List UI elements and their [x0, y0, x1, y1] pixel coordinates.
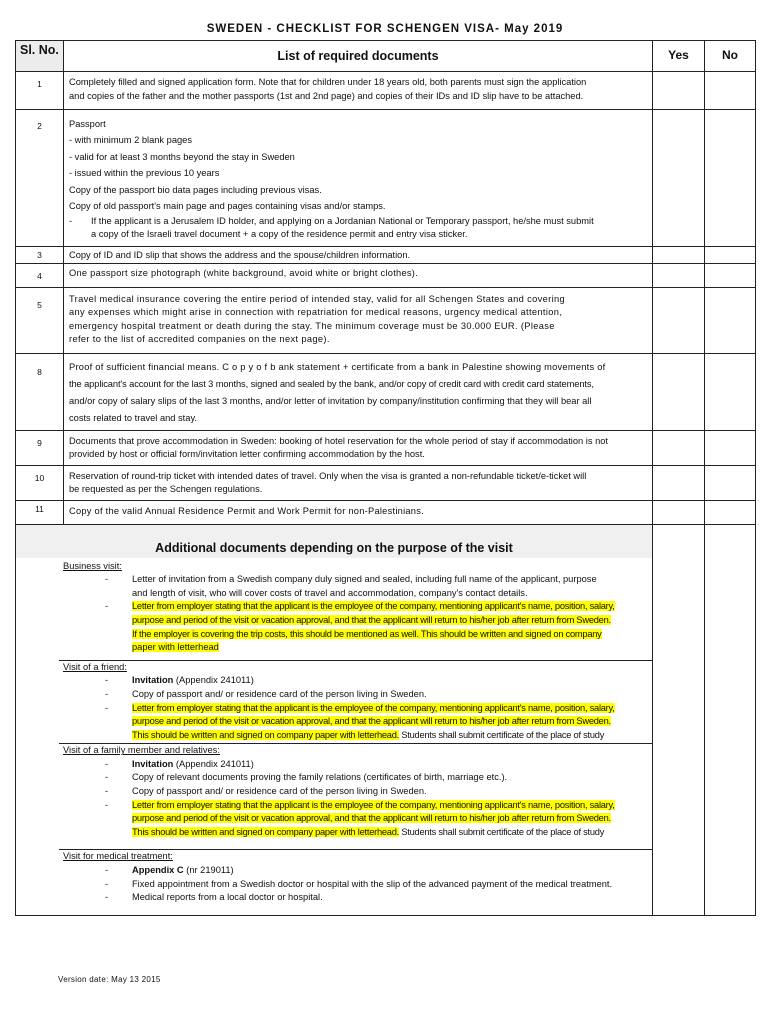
bullet-dash: - [105, 772, 109, 783]
yes-checkbox[interactable] [653, 524, 705, 915]
table-row [16, 430, 756, 465]
text-line: Passport [69, 119, 106, 129]
text-line: and/or copy of salary slips of the last 3 months, and/or letter of invitation by company/institution confirming that they will bear all [69, 395, 592, 406]
bullet-item [105, 674, 648, 688]
bullet-item [105, 785, 648, 799]
row-description [64, 263, 653, 287]
text-line-highlighted: purpose and period of the visit or vacation approval, and that the applicant will return to his/her job after return from Sweden. [132, 716, 611, 727]
yes-checkbox[interactable] [653, 72, 705, 110]
text-line: Travel medical insurance covering the entire period of intended stay, valid for all Schengen States and covering [69, 293, 566, 304]
bullet-dash: - [105, 758, 109, 769]
row-description [64, 465, 653, 500]
yes-checkbox[interactable] [653, 353, 705, 430]
text-line: emergency hospital treatment or death during the stay. The minimum coverage must be 30.000 EUR. (Please [69, 320, 555, 331]
text-line: and copies of the father and the mother passports (1st and 2nd page) and copies of their IDs and ID slip have to be attached. [69, 90, 584, 101]
bullet-item [105, 878, 648, 892]
medical-visit-list [63, 864, 648, 905]
friend-visit-heading: Visit of a friend: [63, 661, 127, 672]
additional-section [16, 524, 756, 915]
text-line-highlighted: Letter from employer stating that the applicant is the employee of the company, mentioning applicant's name, position, salary, [132, 799, 615, 810]
row-number: 8 [16, 353, 64, 430]
text-line: provided by host or official form/invitation letter confirming accommodation by the host. [69, 449, 425, 460]
bullet-item [105, 600, 648, 614]
text-line-highlighted: Letter from employer stating that the applicant is the employee of the company, mentioning applicant's name, position, salary, [132, 601, 615, 612]
no-checkbox[interactable] [705, 430, 756, 465]
no-checkbox[interactable] [705, 110, 756, 247]
table-row [16, 263, 756, 287]
text-line: - issued within the previous 10 years [69, 168, 220, 179]
text-line-highlighted: Letter from employer stating that the applicant is the employee of the company, mentioning applicant's name, position, salary, [132, 702, 615, 713]
text-line-container [105, 729, 648, 743]
bullet-dash: - [105, 786, 109, 797]
bullet-item [105, 688, 648, 702]
no-checkbox[interactable] [705, 263, 756, 287]
row-description [64, 430, 653, 465]
yes-checkbox[interactable] [653, 247, 705, 264]
bullet-dash: - [105, 878, 109, 889]
text-line-container [105, 614, 648, 628]
students-note: Students shall submit certificate of the place of study [398, 729, 605, 740]
text-line-container [105, 628, 648, 642]
text-line: (Appendix 241011) [173, 675, 254, 686]
text-line-highlighted: This should be written and signed on company paper with letterhead. [132, 729, 399, 740]
bullet-dash: - [105, 702, 108, 713]
header-no: No [705, 41, 756, 72]
text-line: Copy of passport and/ or residence card of the person living in Sweden. [132, 786, 427, 797]
row-description [64, 287, 653, 353]
row-description [64, 247, 653, 264]
row-description [64, 500, 653, 524]
invitation-label: Invitation [132, 675, 174, 686]
bullet-item [105, 799, 648, 813]
bullet-item [105, 891, 648, 905]
yes-checkbox[interactable] [653, 465, 705, 500]
row-description [64, 353, 653, 430]
medical-visit-heading: Visit for medical treatment: [63, 851, 173, 862]
text-line: Completely filled and signed application form. Note that for children under 18 years old, both parents must sign the application [69, 77, 587, 87]
text-line: Copy of relevant documents proving the family relations (certificates of birth, marriage etc.). [132, 772, 508, 783]
text-line-highlighted: paper with letterhead [132, 642, 219, 653]
bullet-dash: - [105, 865, 109, 876]
bullet-item [105, 864, 648, 878]
text-line: Medical reports from a local doctor or hospital. [132, 892, 323, 903]
invitation-label: Invitation [132, 758, 174, 769]
text-line-container [105, 812, 648, 826]
row-description [64, 72, 653, 110]
yes-checkbox[interactable] [653, 263, 705, 287]
table-row [16, 465, 756, 500]
bullet-item [105, 771, 648, 785]
version-footer: Version date: May 13 2015 [58, 975, 161, 984]
students-note: Students shall submit certificate of the place of study [398, 826, 605, 837]
text-line: (nr 219011) [183, 865, 234, 876]
row-number: 11 [16, 500, 64, 524]
business-visit-heading: Business visit: [63, 560, 122, 571]
text-line: and length of visit, who will cover costs of travel and accommodation, company's contact details. [132, 587, 528, 598]
text-line-container [105, 641, 648, 655]
bullet-item [105, 702, 648, 716]
no-checkbox[interactable] [705, 465, 756, 500]
additional-title: Additional documents depending on the purpose of the visit [16, 525, 652, 558]
friend-visit-list [63, 674, 648, 742]
text-line-container [105, 715, 648, 729]
no-checkbox[interactable] [705, 500, 756, 524]
yes-checkbox[interactable] [653, 500, 705, 524]
text-line: Documents that prove accommodation in Sweden: booking of hotel reservation for the whole period of stay if accommodation is not [69, 435, 608, 446]
row-description [64, 110, 653, 247]
no-checkbox[interactable] [705, 247, 756, 264]
text-line-container [105, 826, 648, 840]
text-line-highlighted: purpose and period of the visit or vacation approval, and that the applicant will return to his/her job after return from Sweden. [132, 614, 611, 625]
additional-content [16, 560, 652, 915]
text-line: Copy of the passport bio data pages including previous visas. [69, 184, 322, 195]
table-row [16, 247, 756, 264]
yes-checkbox[interactable] [653, 430, 705, 465]
text-line: refer to the list of accredited companies on the next page). [69, 334, 330, 345]
bullet-dash: - [105, 688, 109, 699]
bullet-dash: - [69, 216, 73, 227]
bullet-item [105, 573, 648, 587]
no-checkbox[interactable] [705, 72, 756, 110]
row-number: 1 [16, 72, 64, 110]
table-row [16, 500, 756, 524]
checklist-table [15, 40, 756, 916]
bullet-item [69, 214, 648, 228]
text-line: Fixed appointment from a Swedish doctor or hospital with the slip of the advanced payment of the medical treatment. [132, 878, 613, 889]
family-visit-list [63, 758, 648, 840]
text-line: - valid for at least 3 months beyond the stay in Sweden [69, 151, 295, 162]
text-line: Copy of passport and/ or residence card of the person living in Sweden. [132, 688, 427, 699]
text-line: a copy of the Israeli travel document + a copy of the residence permit and entry visa sticker. [91, 229, 468, 240]
bullet-dash: - [105, 799, 108, 810]
text-line: any expenses which might arise in connection with repatriation for medical reasons, urgency medical attention, [69, 307, 563, 318]
row-number: 4 [16, 263, 64, 287]
no-checkbox[interactable] [705, 287, 756, 353]
page-title: SWEDEN - CHECKLIST FOR SCHENGEN VISA- May 2019 [206, 23, 564, 35]
family-visit-heading: Visit of a family member and relatives: [63, 745, 220, 756]
bullet-dash: - [105, 574, 109, 585]
text-line-highlighted: This should be written and signed on company paper with letterhead. [132, 826, 399, 837]
text-line: Letter of invitation from a Swedish company duly signed and sealed, including full name of the applicant, purpose [132, 574, 597, 585]
row-number: 3 [16, 247, 64, 264]
yes-checkbox[interactable] [653, 110, 705, 247]
text-line-highlighted: purpose and period of the visit or vacation approval, and that the applicant will return to his/her job after return from Sweden. [132, 813, 611, 824]
row-number: 2 [16, 110, 64, 247]
yes-checkbox[interactable] [653, 287, 705, 353]
no-checkbox[interactable] [705, 524, 756, 915]
text-line: Copy of the valid Annual Residence Permit and Work Permit for non-Palestinians. [69, 505, 424, 516]
additional-cell [16, 524, 653, 915]
text-line: the applicant's account for the last 3 months, signed and sealed by the bank, and/or copy of credit card with credit card statements, [69, 378, 594, 389]
business-visit-list [63, 573, 648, 655]
no-checkbox[interactable] [705, 353, 756, 430]
text-line-highlighted: Copy of old passport's main page and pages containing visas and/or stamps. [69, 201, 386, 212]
bullet-dash: - [105, 892, 109, 903]
table-row [16, 353, 756, 430]
text-line: Proof of sufficient financial means. C o p y o f b ank statement + certificate from a bank in Palestine showing movements of [69, 361, 606, 372]
text-line: Reservation of round-trip ticket with intended dates of travel. Only when the visa is granted a non-refundable ticket/e-ticket will [69, 470, 587, 481]
text-line: One passport size photograph (white background, avoid white or bright clothes). [69, 267, 418, 278]
table-row [16, 287, 756, 353]
text-line: be requested as per the Schengen regulations. [69, 484, 263, 495]
table-row [16, 110, 756, 247]
appendix-label: Appendix C [132, 865, 184, 876]
table-row [16, 72, 756, 110]
row-number: 10 [16, 465, 64, 500]
text-line: If the applicant is a Jerusalem ID holder, and applying on a Jordanian National or Temporary passport, he/she must submit [91, 216, 594, 227]
text-line-highlighted: Copy of ID and ID slip that shows the address and the spouse/children information. [69, 250, 411, 260]
header-yes: Yes [653, 41, 705, 72]
text-line: (Appendix 241011) [173, 758, 254, 769]
bullet-item [105, 758, 648, 772]
row-number: 5 [16, 287, 64, 353]
bullet-dash: - [105, 601, 108, 612]
text-line: costs related to travel and stay. [69, 412, 197, 423]
bullet-dash: - [105, 675, 109, 686]
text-line: - with minimum 2 blank pages [69, 135, 192, 146]
row-number: 9 [16, 430, 64, 465]
header-sl-no: Sl. No. [16, 41, 64, 72]
text-line-highlighted: If the employer is covering the trip costs, this should be mentioned as well. This should be written and signed on company [132, 628, 602, 639]
header-list: List of required documents [64, 41, 653, 72]
